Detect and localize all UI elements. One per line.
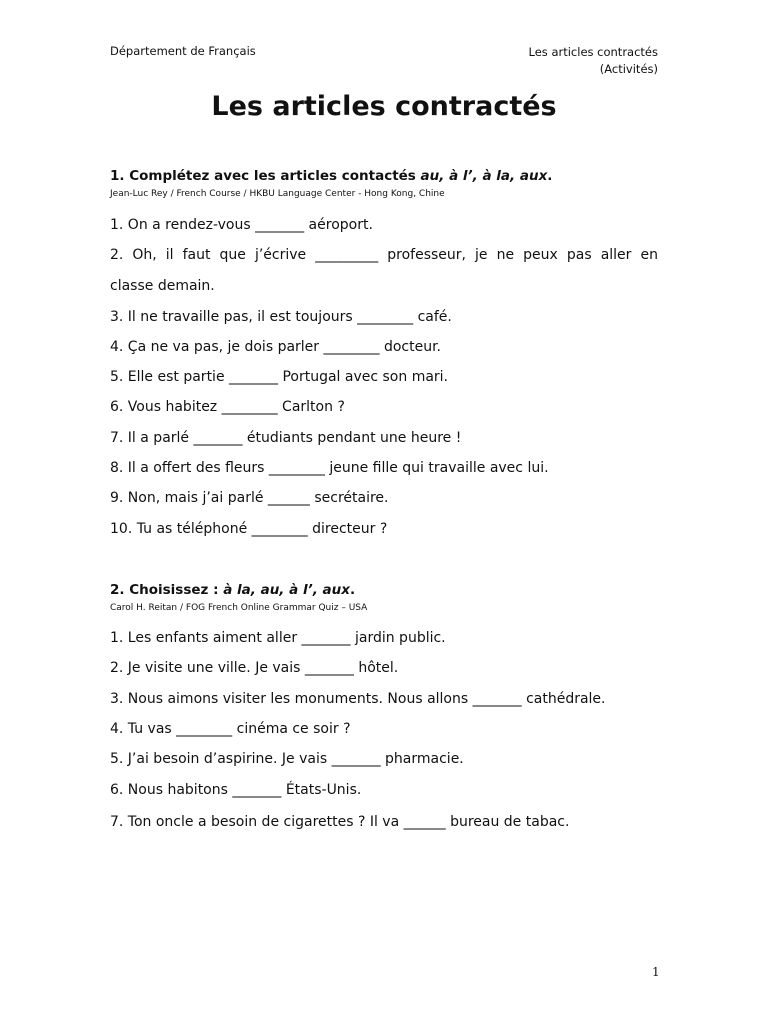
section-2-heading-period: .	[349, 582, 356, 598]
word: pas	[566, 247, 592, 263]
section-1-heading-articles: au, à l’, à la, aux	[420, 168, 548, 184]
exercise-1-item-5: 5. Elle est partie _______ Portugal avec son mari.	[110, 369, 449, 385]
word: en	[640, 247, 658, 263]
section-1-heading-period: .	[547, 168, 553, 184]
header-department: Département de Français	[110, 44, 256, 58]
page-number: 1	[652, 965, 660, 979]
section-1-source: Jean-Luc Rey / French Course / HKBU Language Center - Hong Kong, Chine	[110, 189, 445, 199]
word: je	[475, 247, 488, 263]
section-2-heading	[110, 582, 355, 598]
word: que	[219, 247, 246, 263]
page-title: Les articles contractés	[211, 91, 557, 122]
section-1-heading	[110, 168, 552, 184]
word: j’écrive	[254, 247, 307, 263]
exercise-1-item-6: 6. Vous habitez ________ Carlton ?	[110, 399, 345, 415]
section-1-heading-text: 1. Complétez avec les articles contactés	[110, 168, 421, 184]
word: Oh,	[132, 247, 157, 263]
word: 2.	[110, 247, 124, 263]
header-topic-subtitle: (Activités)	[599, 62, 658, 76]
header-topic	[529, 44, 658, 78]
exercise-1-item-10: 10. Tu as téléphoné ________ directeur ?	[110, 521, 388, 537]
exercise-1-item-2	[110, 247, 658, 263]
exercise-1-item-2-continued: classe demain.	[110, 278, 215, 294]
blank: _________	[315, 247, 379, 263]
exercise-1-item-3: 3. Il ne travaille pas, il est toujours ________ café.	[110, 309, 452, 325]
exercise-1-item-4: 4. Ça ne va pas, je dois parler ________ docteur.	[110, 339, 441, 355]
section-2-heading-articles: à la, au, à l’, aux	[223, 582, 350, 598]
exercise-1-item-9: 9. Non, mais j’ai parlé ______ secrétaire.	[110, 490, 389, 506]
exercise-2-item-6: 6. Nous habitons _______ États-Unis.	[110, 782, 362, 798]
word: peux	[523, 247, 558, 263]
exercise-1-item-8: 8. Il a offert des fleurs ________ jeune fille qui travaille avec lui.	[110, 460, 549, 476]
exercise-1-item-1: 1. On a rendez-vous _______ aéroport.	[110, 217, 373, 233]
word: il	[165, 247, 174, 263]
word: aller	[600, 247, 632, 263]
exercise-2-item-2: 2. Je visite une ville. Je vais _______ hôtel.	[110, 660, 399, 676]
word: faut	[182, 247, 211, 263]
exercise-2-item-4: 4. Tu vas ________ cinéma ce soir ?	[110, 721, 351, 737]
section-2-heading-text: 2. Choisissez :	[110, 582, 224, 598]
exercise-2-item-5: 5. J’ai besoin d’aspirine. Je vais _______ pharmacie.	[110, 751, 464, 767]
exercise-2-item-1: 1. Les enfants aiment aller _______ jardin public.	[110, 630, 446, 646]
exercise-2-item-3: 3. Nous aimons visiter les monuments. Nous allons _______ cathédrale.	[110, 691, 606, 707]
word: professeur,	[387, 247, 466, 263]
exercise-2-item-7: 7. Ton oncle a besoin de cigarettes ? Il va ______ bureau de tabac.	[110, 814, 570, 830]
word: ne	[496, 247, 515, 263]
exercise-1-item-7: 7. Il a parlé _______ étudiants pendant une heure !	[110, 430, 462, 446]
header-topic-title: Les articles contractés	[528, 45, 658, 59]
section-2-source: Carol H. Reitan / FOG French Online Grammar Quiz – USA	[110, 603, 368, 613]
